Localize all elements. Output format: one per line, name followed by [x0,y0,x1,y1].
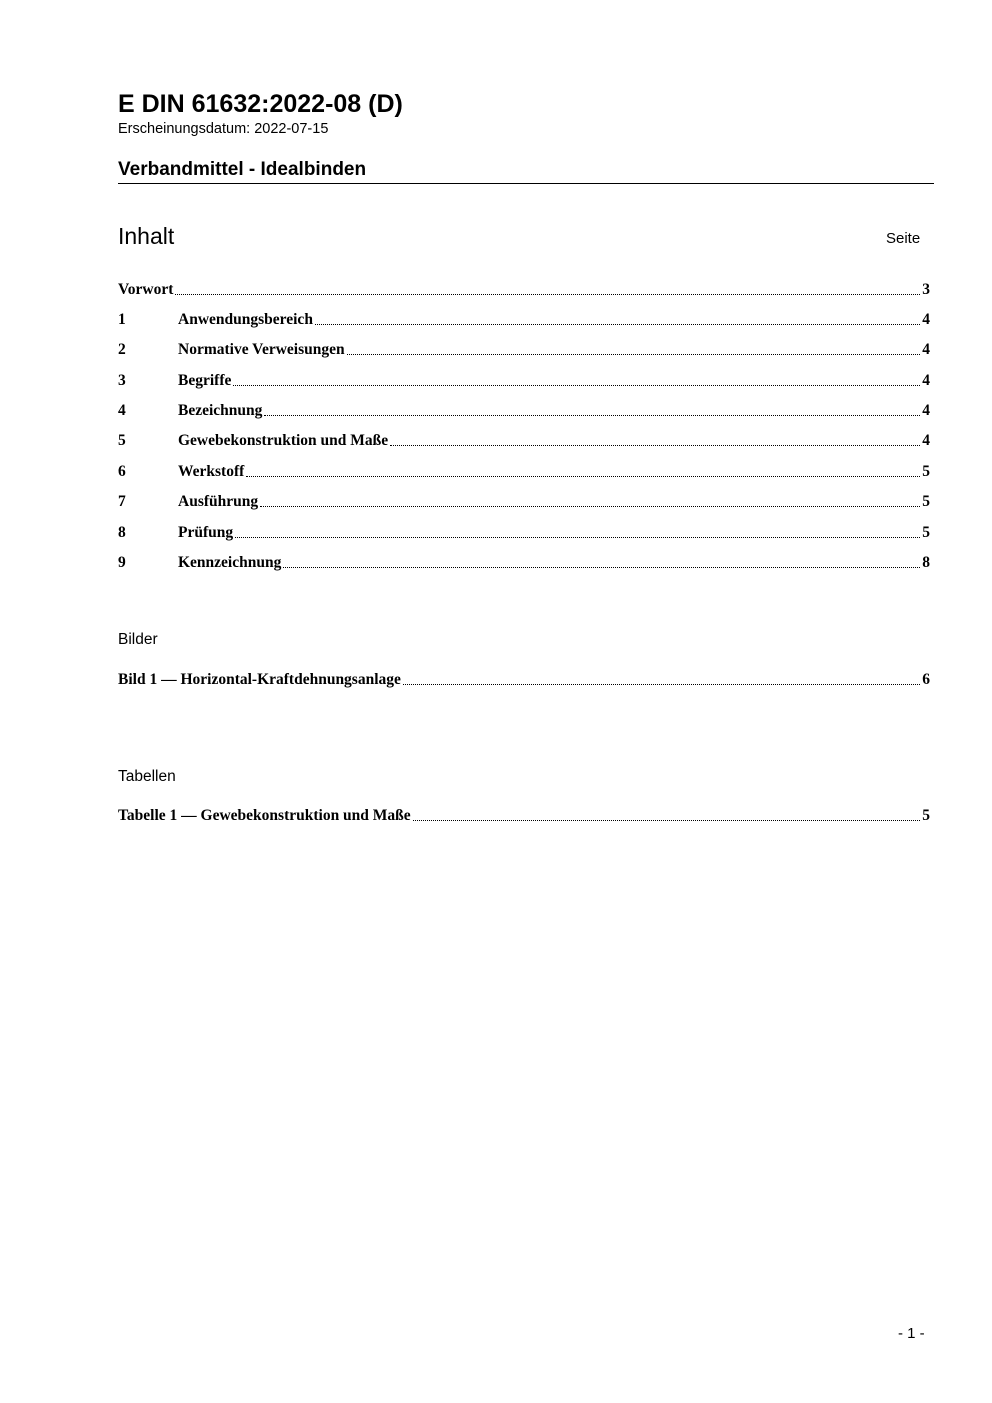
toc-entry-5[interactable] [118,430,930,450]
toc-entry-label: Gewebekonstruktion und Maße [178,432,389,449]
toc-entry-label: Kennzeichnung [178,554,282,571]
toc-entry-9[interactable] [118,552,930,572]
toc-entry-1[interactable] [118,309,930,329]
toc-entry-label: Normative Verweisungen [178,341,345,358]
dot-leader [264,414,920,416]
toc-entry-page: 4 [922,372,930,389]
figure-entry-1[interactable] [118,669,930,689]
figure-entry-label: Bild 1 — Horizontal-Kraftdehnungsanlage [118,671,401,688]
toc-entry-page: 4 [922,432,930,449]
page-column-label: Seite [886,230,921,247]
toc-entry-vorwort[interactable] [118,279,930,299]
toc-entry-page: 5 [922,524,930,541]
toc-entry-label: Anwendungsbereich [178,311,313,328]
dot-leader [246,475,920,477]
dot-leader [390,444,920,446]
toc-entry-label: Prüfung [178,524,234,541]
dot-leader [315,323,920,325]
page-number: - 1 - [898,1325,925,1342]
toc-entry-page: 8 [922,554,930,571]
publication-date: Erscheinungsdatum: 2022-07-15 [118,121,329,137]
table-entry-label: Tabelle 1 — Gewebekonstruktion und Maße [118,807,411,824]
toc-entry-number: 8 [118,524,126,541]
toc-entry-page: 4 [922,341,930,358]
figures-heading: Bilder [118,631,158,648]
dot-leader [235,536,920,538]
toc-entry-page: 4 [922,311,930,328]
tables-heading: Tabellen [118,768,176,785]
toc-entry-label: Ausführung [178,493,259,510]
toc-entry-3[interactable] [118,370,930,390]
toc-entry-number: 3 [118,372,126,389]
toc-heading: Inhalt [118,223,175,249]
toc-entry-6[interactable] [118,461,930,481]
document-title: E DIN 61632:2022-08 (D) [118,90,403,118]
dot-leader [283,566,920,568]
toc-entry-number: 2 [118,341,126,358]
toc-entry-page: 3 [922,281,930,298]
toc-entry-4[interactable] [118,400,930,420]
toc-entry-number: 9 [118,554,126,571]
toc-entry-page: 4 [922,402,930,419]
toc-entry-7[interactable] [118,491,930,511]
toc-entry-label: Begriffe [178,372,232,389]
dot-leader [175,293,920,295]
dot-leader [233,384,920,386]
figure-entry-page: 6 [922,671,930,688]
toc-entry-label: Vorwort [118,281,174,298]
header-divider [118,183,934,184]
dot-leader [413,819,921,821]
table-entry-1[interactable] [118,805,930,825]
toc-entry-number: 5 [118,432,126,449]
dot-leader [347,353,921,355]
toc-entry-number: 7 [118,493,126,510]
toc-entry-number: 4 [118,402,126,419]
toc-entry-label: Werkstoff [178,463,245,480]
dot-leader [403,683,920,685]
toc-entry-label: Bezeichnung [178,402,263,419]
toc-entry-page: 5 [922,463,930,480]
toc-entry-2[interactable] [118,339,930,359]
toc-entry-number: 1 [118,311,126,328]
dot-leader [260,505,920,507]
document-subtitle: Verbandmittel - Idealbinden [118,159,367,180]
toc-entry-number: 6 [118,463,126,480]
toc-entry-page: 5 [922,493,930,510]
toc-entry-8[interactable] [118,522,930,542]
table-entry-page: 5 [922,807,930,824]
